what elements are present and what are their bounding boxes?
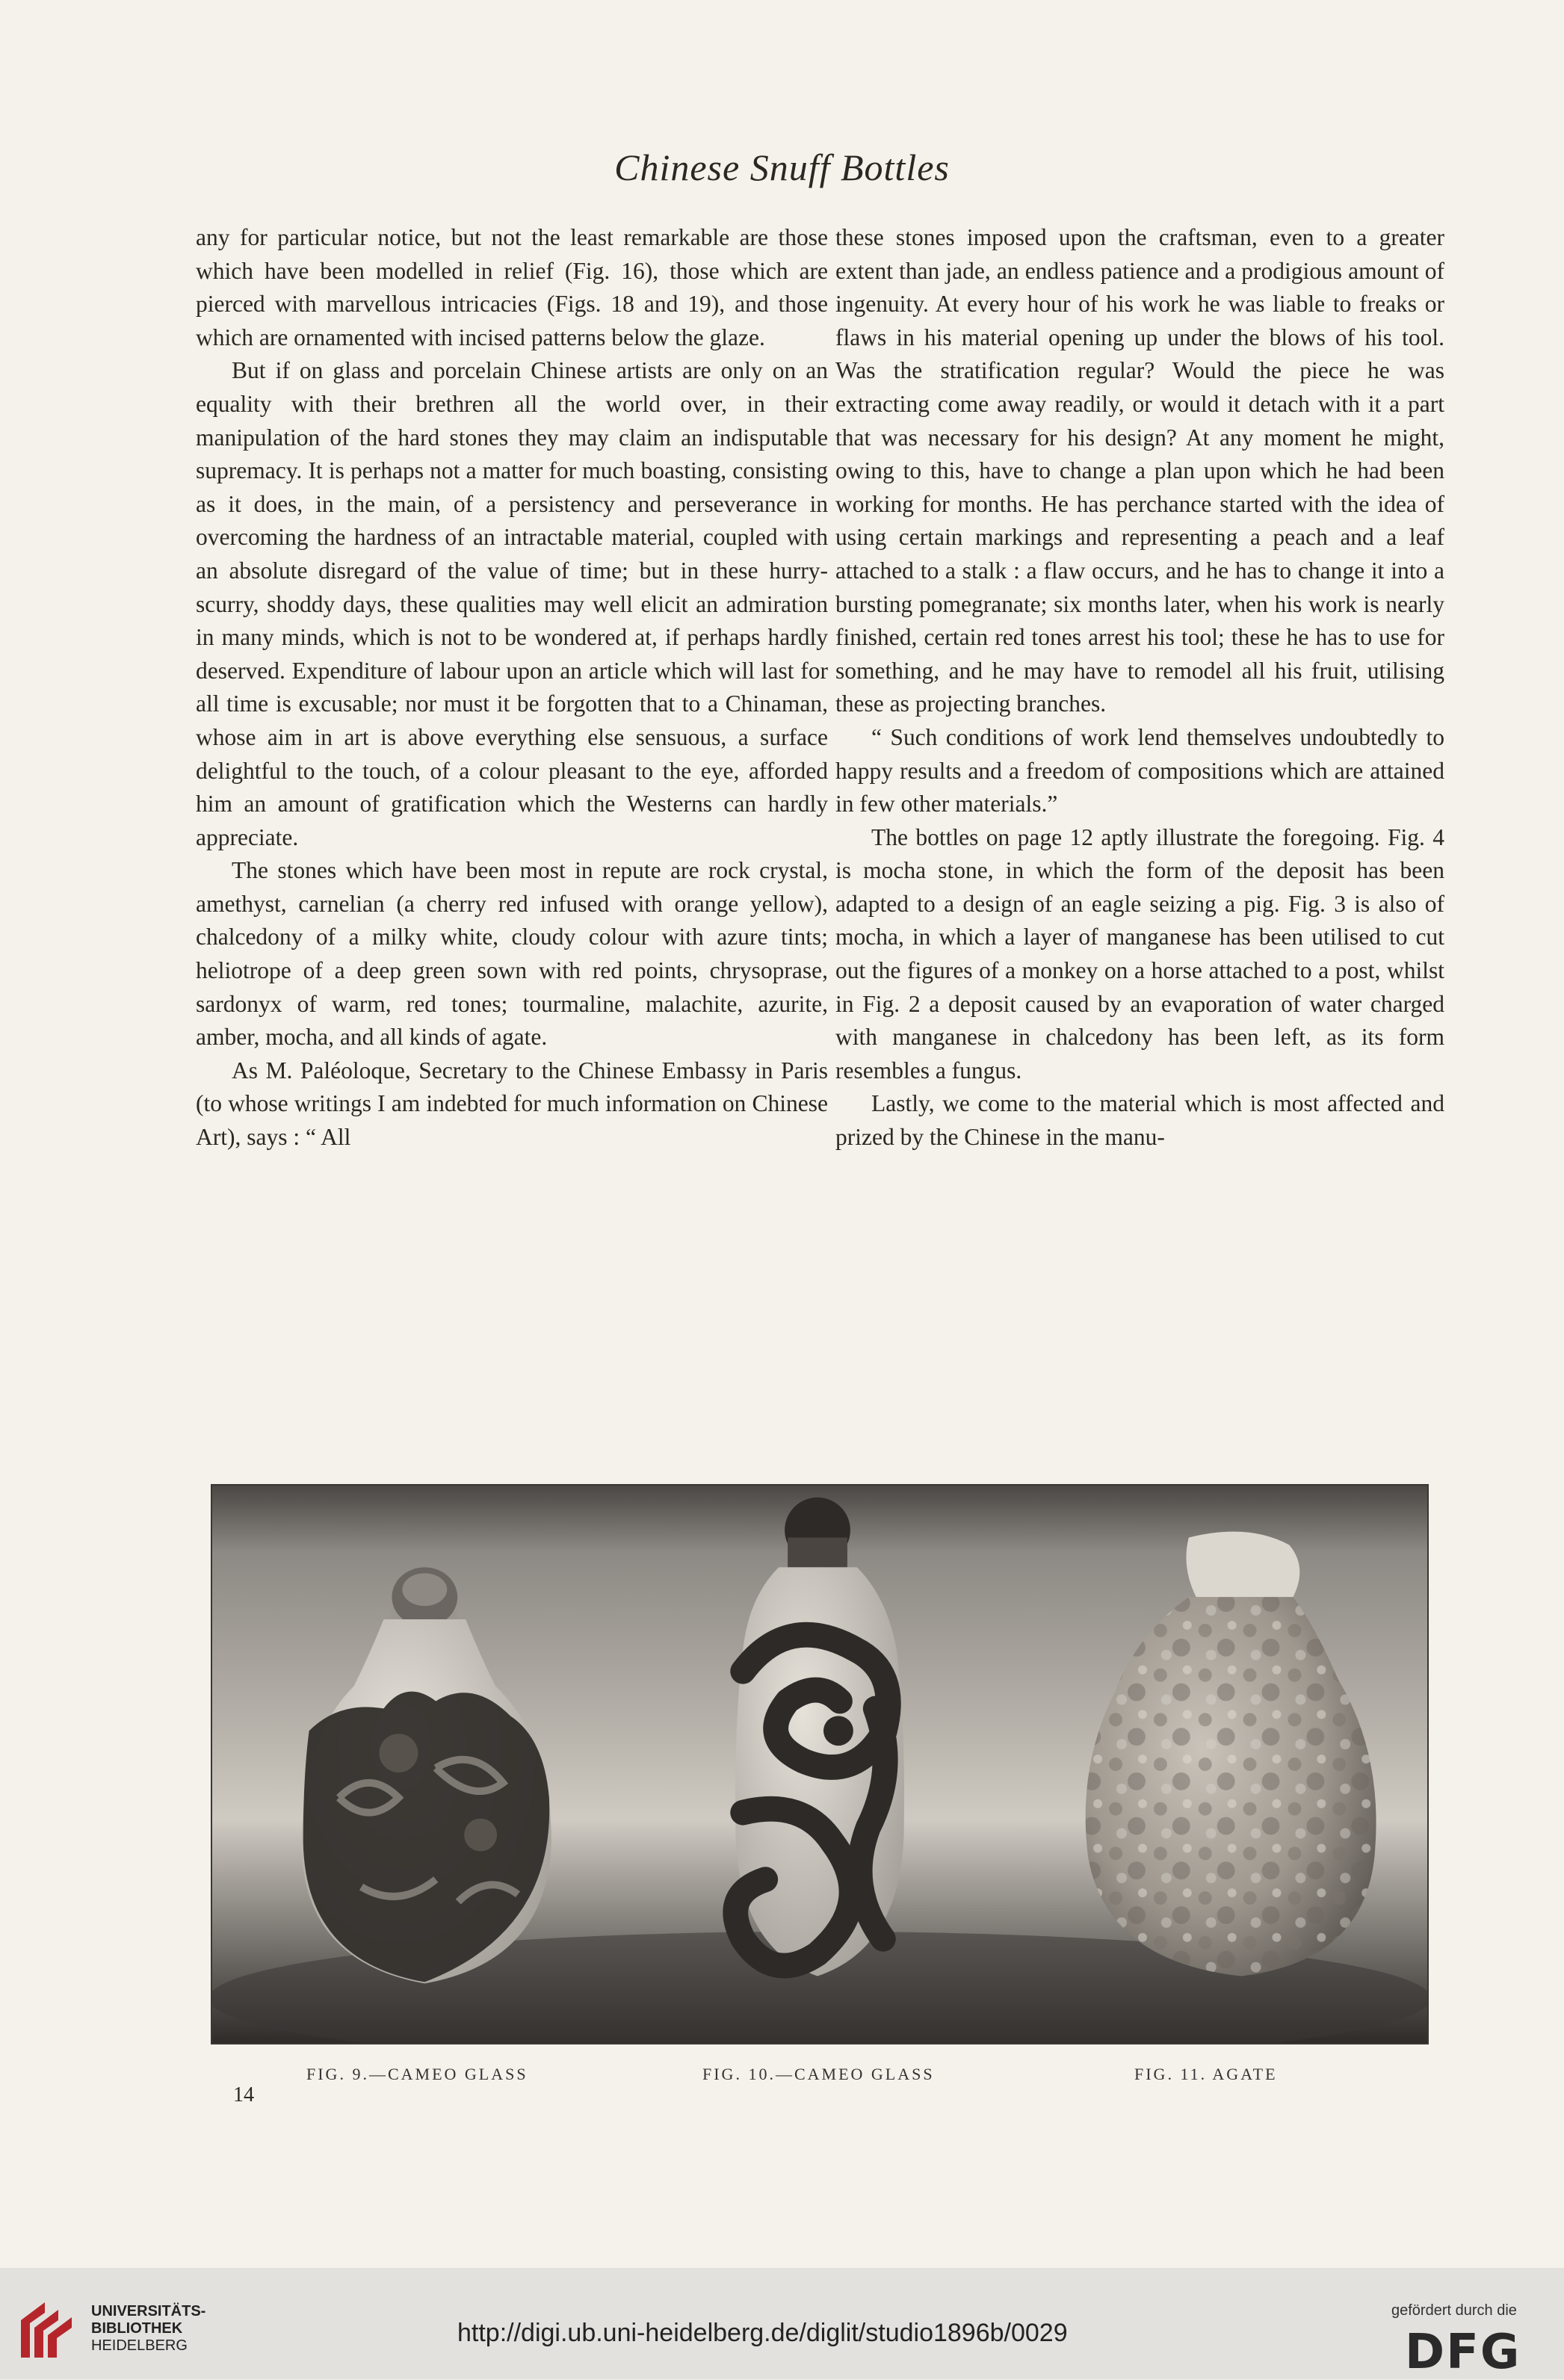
left-column	[196, 221, 828, 1155]
page-number: 14	[233, 2083, 254, 2107]
library-name	[91, 2303, 205, 2355]
funding-note: gefördert durch die	[1391, 2302, 1517, 2319]
paragraph: But if on glass and porcelain Chinese artists are only on an equality with their brethren all the world over, in their manipulation of the hard stones they may claim an indisputable supremacy. It is perhaps not a matter for much boasting, consisting as it does, in the main, of a persistency and perseverance in overcoming the hardness of an intractable material, coupled with an absolute disregard of the value of time; but in these hurry-scurry, shoddy days, these qualities may well elicit an admiration in many minds, which is not to be wondered at, if perhaps hardly deserved. Expenditure of labour upon an article which will last for all time is excusable; nor must it be forgotten that to a Chinaman, whose aim in art is above everything else sensuous, a surface delightful to the touch, of a colour pleasant to the eye, afforded him an amount of gratification which the Westerns can hardly appreciate.	[196, 357, 828, 850]
paragraph: “ Such conditions of work lend themselves undoubtedly to happy results and a freedom of compositions which are attained in few other materials.”	[835, 723, 1444, 817]
library-name-line: BIBLIOTHEK	[91, 2320, 183, 2337]
digitization-footer	[0, 2268, 1564, 2379]
running-head: Chinese Snuff Bottles	[614, 146, 950, 188]
right-column	[835, 221, 1444, 1155]
paragraph: The bottles on page 12 aptly illustrate the foregoing. Fig. 4 is mocha stone, in which the form of the deposit has been adapted to a design of an eagle seizing a pig. Fig. 3 is also of mocha, in which a layer of manganese has been utilised to cut out the figures of a monkey on a horse attached to a post, whilst in Fig. 2 a deposit caused by an evaporation of water charged with manganese in chalcedony has been left, as its form resembles a fungus.	[835, 823, 1444, 1084]
library-name-line: UNIVERSITÄTS-	[91, 2303, 206, 2319]
figure-caption-11: FIG. 11. AGATE	[1134, 2065, 1278, 2083]
library-name-line: HEIDELBERG	[91, 2337, 188, 2354]
paragraph: As M. Paléoloque, Secretary to the Chinese Embassy in Paris (to whose writings I am indebted for much information on Chinese Art), says : “ All	[196, 1057, 828, 1151]
dfg-logo: DFG	[1405, 2325, 1521, 2380]
paragraph: these stones imposed upon the craftsman, even to a greater extent than jade, an endless patience and a prodigious amount of ingenuity. At every hour of his work he was liable to freaks or flaws in his material opening up under the blows of his tool. Was the stratification regular? Would the piece he was extracting come away readily, or would it detach with it a part that was necessary for his design? At any moment he might, owing to this, have to change a plan upon which he had been working for months. He has perchance started with the idea of using certain markings and representing a peach and a leaf attached to a stalk : a flaw occurs, and he has to change it into a bursting pomegranate; six months later, when his work is nearly finished, certain red tones arrest his tool; these he has to use for something, and he may have to remodel all his fruit, utilising these as projecting branches.	[835, 224, 1444, 717]
figure-caption-10: FIG. 10.—CAMEO GLASS	[702, 2065, 935, 2083]
paragraph: any for particular notice, but not the least remarkable are those which have been modelled in relief (Fig. 16), those which are pierced with marvellous intricacies (Figs. 18 and 19), and those which are ornamented with incised patterns below the glaze.	[196, 224, 828, 350]
photo-plate-snuff-bottles	[211, 1484, 1429, 2044]
figure-caption-9: FIG. 9.—CAMEO GLASS	[306, 2065, 528, 2083]
paragraph: Lastly, we come to the material which is most affected and prized by the Chinese in the manu-	[835, 1090, 1444, 1151]
university-library-logo-icon	[15, 2298, 79, 2362]
snuff-bottles-photo	[212, 1486, 1427, 2043]
permalink-url[interactable]: http://digi.ub.uni-heidelberg.de/diglit/studio1896b/0029	[457, 2319, 1068, 2347]
paragraph: The stones which have been most in repute are rock crystal, amethyst, carnelian (a cherry red infused with orange yellow), chalcedony of a milky white, cloudy colour with azure tints; heliotrope of a deep green sown with red points, chrysoprase, sardonyx of warm, red tones; tourmaline, malachite, azurite, amber, mocha, and all kinds of agate.	[196, 857, 828, 1051]
